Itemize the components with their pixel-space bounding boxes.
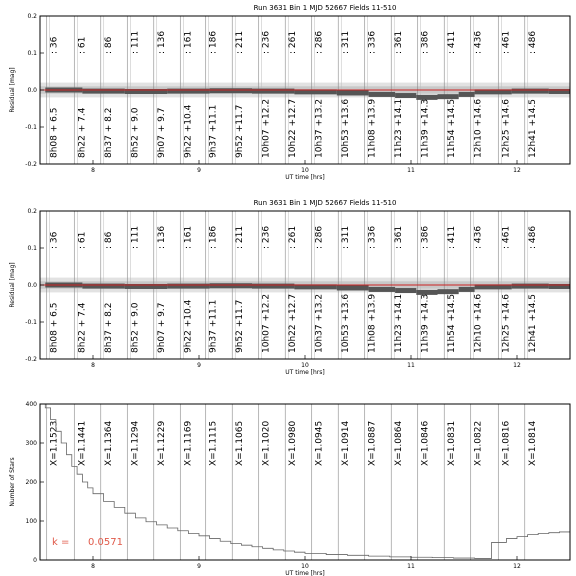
residual-cell [438,289,459,294]
field-number-label: : 361 [394,225,405,249]
field-time-label: 8h52 + 9.0 [130,302,141,353]
residual-cell [252,89,294,94]
field-number-label: : 386 [420,30,431,54]
star-count-series [40,404,570,558]
residual-panel-2 [9,199,570,376]
field-number-label: : 111 [130,225,141,249]
panel-1-field-labels [50,31,538,54]
histogram-panel [9,401,570,576]
field-time-label: 10h07 +12.2 [261,293,272,353]
residual-cell [167,284,209,289]
airmass-label: X=1.0914 [341,420,352,466]
panel-1-ytick: 0.0 [27,87,37,94]
airmass-label: X=1.0846 [420,420,431,466]
panel-3-xtick: 8 [91,563,95,570]
field-number-label: : 61 [77,231,88,249]
panel-1-x-label: UT time [hrs] [285,174,325,181]
field-time-label: 12h10 +14.6 [473,98,484,158]
airmass-label: X=1.1294 [130,420,141,466]
field-number-label: : 36 [49,36,60,54]
panel-3-x-label: UT time [hrs] [285,570,325,576]
field-time-label: 12h10 +14.6 [473,293,484,353]
field-time-label: 11h39 +14.3 [420,98,431,158]
field-number-label: : 86 [103,36,114,54]
field-time-label: 8h22 + 7.4 [77,107,88,158]
field-time-label: 11h23 +14.1 [394,98,405,158]
panel-2-xtick: 10 [301,362,309,369]
k-value: 0.0571 [88,537,123,548]
airmass-label: X=1.0980 [288,420,299,466]
field-time-label: 12h41 +14.5 [527,293,538,353]
residual-cell [369,92,396,97]
field-number-label: : 36 [49,231,60,249]
airmass-label: X=1.1441 [77,420,88,466]
residual-cell [395,288,416,293]
panel-2-ytick: 0.2 [27,208,37,215]
airmass-label: X=1.0814 [527,420,538,466]
field-time-label: 9h52 +11.7 [235,299,246,353]
panel-1-xtick: 9 [197,167,201,174]
residual-cell [82,89,124,94]
airmass-label: X=1.0945 [314,420,325,466]
panel-3-xtick: 12 [513,563,521,570]
field-time-label: 12h25 +14.6 [501,293,512,353]
panel-1-xtick: 12 [513,167,521,174]
panel-2-ytick: -0.2 [25,356,37,363]
residual-cell [210,88,252,93]
field-time-label: 10h37 +13.2 [314,293,325,353]
field-time-label: 10h22 +12.7 [288,98,299,158]
airmass-label: X=1.0822 [473,420,484,466]
residual-cell [210,283,252,288]
field-number-label: : 136 [156,225,167,249]
panel-1-x-axis [91,160,521,174]
field-number-label: : 236 [261,225,272,249]
field-time-label: 9h07 + 9.7 [156,107,167,158]
panel-2-xtick: 12 [513,362,521,369]
panel-3-ytick: 0 [33,557,37,564]
field-number-label: : 161 [183,30,194,54]
field-time-label: 11h54 +14.5 [447,98,458,158]
field-time-label: 8h08 + 6.5 [49,107,60,158]
residual-cell [395,93,416,98]
panel-2-xtick: 8 [91,362,95,369]
field-time-label: 9h37 +11.1 [208,299,219,353]
field-time-label: 9h22 +10.4 [183,104,194,158]
panel-3-ytick: 400 [25,401,37,408]
field-number-label: : 61 [77,36,88,54]
airmass-label: X=1.0887 [367,420,378,466]
field-time-label: 8h37 + 8.2 [103,302,114,353]
panel-3-ytick: 100 [25,518,37,525]
residual-cell [337,285,369,290]
residual-cell [512,284,549,289]
panel-2-xtick: 9 [197,362,201,369]
field-time-label: 11h08 +13.9 [367,98,378,158]
panel-1-ytick: 0.1 [27,50,37,57]
airmass-label: X=1.0864 [394,420,405,466]
panel-3-airmass-labels [50,421,538,466]
field-number-label: : 286 [314,30,325,54]
field-time-label: 9h52 +11.7 [235,104,246,158]
airmass-label: X=1.1115 [208,420,219,466]
panel-2-field-labels [50,226,538,249]
panel-3-ytick: 300 [25,440,37,447]
residual-cell [337,90,369,95]
residual-cell [82,284,124,289]
residual-cell [167,89,209,94]
panel-2-xtick: 11 [407,362,415,369]
panel-2-title: Run 3631 Bin 1 MJD 52667 Fields 11-510 [253,199,397,207]
panel-1-xtick: 10 [301,167,309,174]
residual-cell [512,89,549,94]
panel-2-ytick: 0.1 [27,245,37,252]
field-number-label: : 236 [261,30,272,54]
field-number-label: : 311 [341,30,352,54]
panel-1-ytick: 0.2 [27,13,37,20]
panel-1-xtick: 8 [91,167,95,174]
airmass-label: X=1.1229 [156,420,167,466]
airmass-label: X=1.1523 [49,420,60,466]
panel-2-x-label: UT time [hrs] [285,369,325,376]
panel-1-title: Run 3631 Bin 1 MJD 52667 Fields 11-510 [253,4,397,12]
field-time-label: 9h37 +11.1 [208,104,219,158]
field-time-label: 8h22 + 7.4 [77,302,88,353]
field-number-label: : 336 [367,30,378,54]
field-time-label: 8h52 + 9.0 [130,107,141,158]
field-number-label: : 136 [156,30,167,54]
field-number-label: : 411 [447,30,458,54]
panel-2-x-axis [91,355,521,369]
field-number-label: : 261 [288,225,299,249]
field-time-label: 11h08 +13.9 [367,293,378,353]
panel-1-ytick: -0.2 [25,161,37,168]
airmass-label: X=1.0816 [501,420,512,466]
field-number-label: : 311 [341,225,352,249]
airmass-label: X=1.1364 [103,420,114,466]
field-number-label: : 186 [208,225,219,249]
field-number-label: : 261 [288,30,299,54]
field-number-label: : 111 [130,30,141,54]
field-number-label: : 386 [420,225,431,249]
panel-3-ytick: 200 [25,479,37,486]
panel-3-xtick: 9 [197,563,201,570]
residual-cell [369,287,396,292]
panel-1-ytick: -0.1 [25,124,37,131]
panel-3-y-label: Number of Stars [9,457,16,507]
field-time-label: 9h22 +10.4 [183,299,194,353]
field-number-label: : 361 [394,30,405,54]
panel-3-xtick: 10 [301,563,309,570]
field-number-label: : 436 [473,30,484,54]
panel-2-y-label: Residual [mag] [9,262,16,308]
field-number-label: : 486 [527,30,538,54]
field-time-label: 10h53 +13.6 [341,293,352,353]
field-time-label: 10h07 +12.2 [261,98,272,158]
panel-2-ytick: 0.0 [27,282,37,289]
field-number-label: : 286 [314,225,325,249]
field-time-label: 10h53 +13.6 [341,98,352,158]
k-label: k = [52,537,70,548]
residual-cell [459,287,475,292]
field-time-label: 11h23 +14.1 [394,293,405,353]
residual-panel-1 [9,4,570,181]
panel-2-time-labels [50,294,538,353]
field-number-label: : 461 [501,30,512,54]
panel-1-time-labels [50,99,538,158]
field-time-label: 9h07 + 9.7 [156,302,167,353]
residual-cell [459,92,475,97]
field-number-label: : 161 [183,225,194,249]
panel-1-y-label: Residual [mag] [9,67,16,113]
field-number-label: : 336 [367,225,378,249]
field-time-label: 11h54 +14.5 [447,293,458,353]
field-number-label: : 436 [473,225,484,249]
airmass-label: X=1.1065 [235,420,246,466]
field-number-label: : 86 [103,231,114,249]
panel-3-y-axis [26,401,44,564]
airmass-label: X=1.1169 [183,420,194,466]
field-time-label: 11h39 +14.3 [420,293,431,353]
field-time-label: 10h22 +12.7 [288,293,299,353]
field-number-label: : 211 [235,225,246,249]
field-number-label: : 186 [208,30,219,54]
residual-cell [438,94,459,99]
panel-2-ytick: -0.1 [25,319,37,326]
field-number-label: : 211 [235,30,246,54]
field-number-label: : 411 [447,225,458,249]
airmass-label: X=1.1020 [261,420,272,466]
field-number-label: : 486 [527,225,538,249]
field-number-label: : 461 [501,225,512,249]
panel-3-xtick: 11 [407,563,415,570]
airmass-label: X=1.0831 [447,420,458,466]
panel-1-xtick: 11 [407,167,415,174]
field-time-label: 8h37 + 8.2 [103,107,114,158]
residual-cell [252,284,294,289]
field-time-label: 10h37 +13.2 [314,98,325,158]
field-time-label: 12h25 +14.6 [501,98,512,158]
field-time-label: 8h08 + 6.5 [49,302,60,353]
field-time-label: 12h41 +14.5 [527,98,538,158]
